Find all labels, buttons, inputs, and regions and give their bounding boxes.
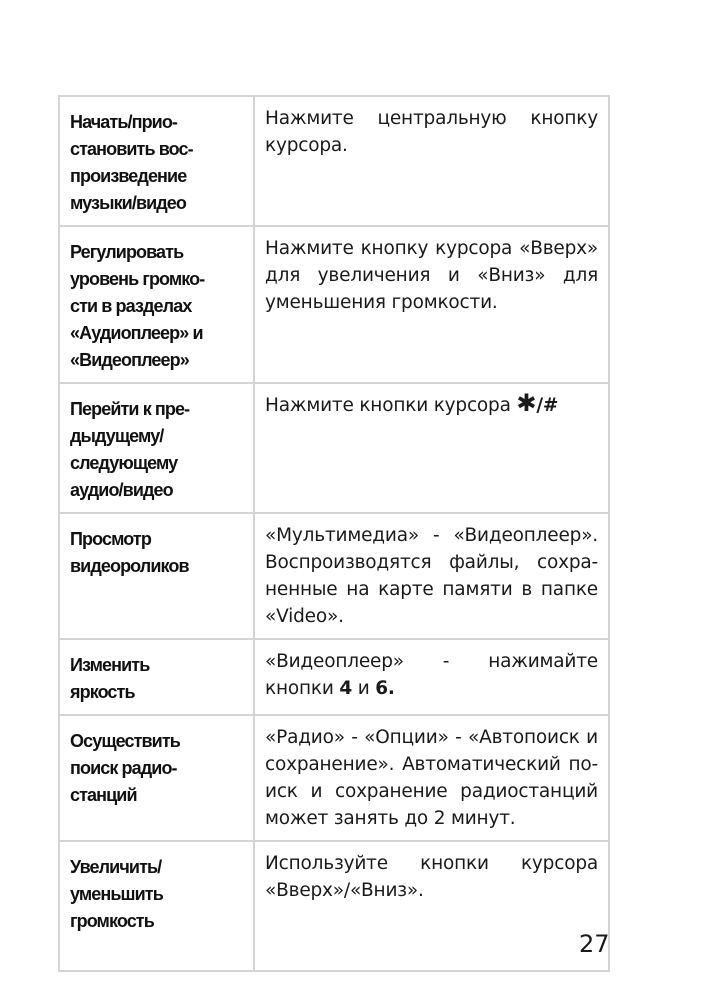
- instruction-cell: Нажмите центральную кнопку курсора.: [254, 96, 609, 226]
- instruction-text: Нажмите кнопки курсора: [265, 395, 517, 416]
- instruction-cell: Нажмите кнопку курсора «Вверх» для увеличения и «Вниз» для уменьшения громкости.: [254, 226, 609, 383]
- table-row: [59, 715, 609, 841]
- table-row: [59, 639, 609, 715]
- instruction-cell: [254, 383, 609, 513]
- hash-key-symbol: /#: [536, 395, 559, 416]
- table-row: [59, 96, 609, 226]
- action-cell: Перейти к пре- дыдущему/ следующему аудио/видео: [59, 383, 254, 513]
- action-cell: Начать/прио- становить вос- произведение музыки/видео: [59, 96, 254, 226]
- page-number: 27: [579, 930, 610, 958]
- star-key-icon: ✱: [516, 389, 537, 417]
- instructions-table: [58, 95, 610, 972]
- table-row: [59, 513, 609, 639]
- action-cell: Изменить яркость: [59, 639, 254, 715]
- action-cell: Увеличить/ уменьшить громкость: [59, 841, 254, 971]
- instruction-cell: «Мультимедиа» - «Видеоплеер». Воспроизводятся файлы, сохра-ненные на карте памяти в папке «Video».: [254, 513, 609, 639]
- action-cell: Регулировать уровень громко- сти в разделах «Аудиоплеер» и «Видеоплеер»: [59, 226, 254, 383]
- table-row: [59, 383, 609, 513]
- instruction-text: «Видеоплеер» - нажимайте кнопки: [265, 651, 598, 699]
- instruction-cell: Используйте кнопки курсора «Вверх»/«Вниз».: [254, 841, 609, 971]
- table-row: [59, 226, 609, 383]
- table-row: [59, 841, 609, 971]
- conjunction-text: и: [352, 678, 376, 699]
- key-4-label: 4: [339, 678, 353, 699]
- key-6-label: 6.: [375, 678, 395, 699]
- action-cell: Просмотр видеороликов: [59, 513, 254, 639]
- instruction-cell: «Радио» - «Опции» - «Автопоиск и сохранение». Автоматический по-иск и сохранение радиостанций может занять до 2 минут.: [254, 715, 609, 841]
- action-cell: Осуществить поиск радио- станций: [59, 715, 254, 841]
- instruction-cell: [254, 639, 609, 715]
